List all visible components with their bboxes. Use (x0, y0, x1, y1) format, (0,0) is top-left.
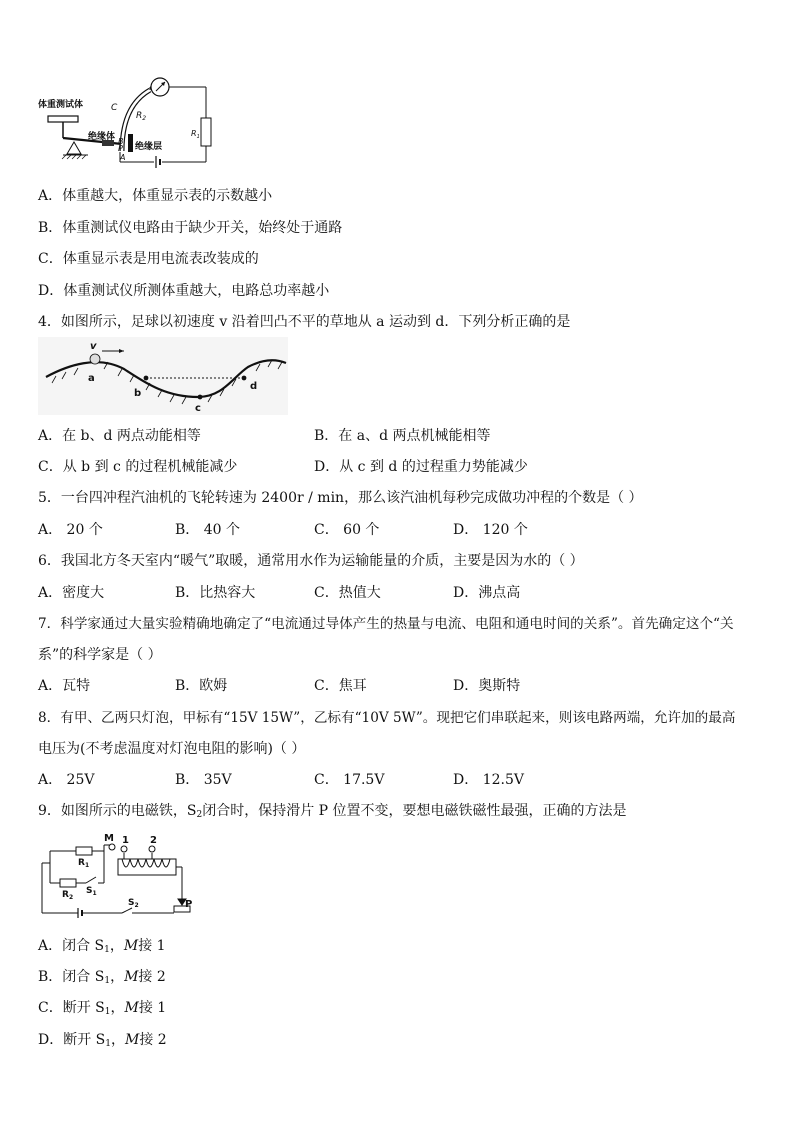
weight-tester-figure (38, 76, 218, 172)
q8-option-a[interactable]: A． 25V (38, 772, 95, 788)
q5-option-d[interactable]: D． 120 个 (453, 522, 528, 538)
label-a: a (88, 373, 95, 384)
q6-stem: 6．我国北方冬天室内“暖气”取暖，通常用水作为运输能量的介质，主要是因为水的（ ） (38, 553, 584, 569)
q5-option-a[interactable]: A． 20 个 (38, 522, 103, 538)
q9-stem: 9．如图所示的电磁铁，$S_2$闭合时，保持滑片 P 位置不变，要想电磁铁磁性最强，正确的方法是 (38, 803, 627, 820)
q3-option-d[interactable]: D．体重测试仪所测体重越大，电路总功率越小 (38, 283, 330, 299)
q6-option-d[interactable]: D．沸点高 (453, 585, 521, 601)
q5-stem: 5．一台四冲程汽油机的飞轮转速为 2400r / min，那么该汽油机每秒完成做功冲程的个数是（ ） (38, 490, 643, 506)
q7-option-a[interactable]: A．瓦特 (38, 678, 91, 694)
label-r2: $R_2$ (62, 890, 74, 901)
q6-option-b[interactable]: B．比热容大 (175, 585, 256, 601)
q8-option-d[interactable]: D． 12.5V (453, 772, 524, 788)
football (90, 354, 100, 364)
q6-option-a[interactable]: A．密度大 (38, 585, 105, 601)
label-a: A (120, 153, 126, 162)
q6-option-c[interactable]: C．热值大 (314, 585, 381, 601)
q7-option-c[interactable]: C．焦耳 (314, 678, 367, 694)
q7-stem-line2: 系”的科学家是（ ） (38, 647, 162, 663)
football-terrain-diagram (38, 337, 288, 415)
switch-s2 (122, 908, 132, 913)
label-r2: $R_2$ (136, 111, 147, 122)
q4-option-d[interactable]: D．从 c 到 d 的过程重力势能减少 (314, 459, 528, 475)
q4-option-c[interactable]: C．从 b 到 c 的过程机械能减少 (38, 459, 238, 475)
q9-option-b[interactable]: B．闭合 $S_1$，M接 2 (38, 969, 166, 986)
q7-stem-line1: 7．科学家通过大量实验精确地确定了“电流通过导体产生的热量与电流、电阻和通电时间的关系”。首先确定这个“关 (38, 616, 734, 632)
label-b: B (118, 137, 124, 146)
label-s1: $S_1$ (86, 886, 97, 897)
q3-option-c[interactable]: C．体重显示表是用电流表改装成的 (38, 251, 259, 267)
label-p: P (185, 899, 193, 910)
insulating-layer-label: 绝缘层 (135, 142, 163, 152)
label-s2: $S_2$ (128, 898, 139, 909)
label-p: P (118, 144, 123, 153)
weight-tester-diagram (38, 76, 218, 172)
label-r1: $R_1$ (191, 129, 200, 140)
label-2: 2 (150, 835, 157, 846)
q9-option-c[interactable]: C．断开 $S_1$，M接 1 (38, 1000, 167, 1017)
label-m: M (104, 833, 114, 844)
label-r1: $R_1$ (78, 858, 90, 869)
q8-option-c[interactable]: C． 17.5V (314, 772, 385, 788)
q4-stem: 4．如图所示，足球以初速度 v 沿着凹凸不平的草地从 a 运动到 d．下列分析正确的是 (38, 314, 571, 330)
electromagnet-figure (38, 831, 198, 921)
q9-option-d[interactable]: D．断开 $S_1$，M接 2 (38, 1032, 167, 1049)
q7-option-d[interactable]: D．奥斯特 (453, 678, 521, 694)
q5-option-c[interactable]: C． 60 个 (314, 522, 380, 538)
insulating-layer (128, 134, 133, 152)
label-b: b (134, 388, 142, 399)
q4-option-b[interactable]: B．在 a、d 两点机械能相等 (314, 428, 491, 444)
q9-option-a[interactable]: A．闭合 $S_1$，M接 1 (38, 938, 166, 955)
football-figure (38, 337, 288, 415)
electromagnet-circuit-diagram (38, 831, 198, 921)
q3-option-b[interactable]: B．体重测试仪电路由于缺少开关，始终处于通路 (38, 220, 343, 236)
label-c: C (111, 103, 118, 113)
q8-stem-line2: 电压为(不考虑温度对灯泡电阻的影响)（ ） (38, 741, 306, 757)
tester-label: 体重测试体 (38, 100, 84, 110)
q3-option-a[interactable]: A．体重越大，体重显示表的示数越小 (38, 188, 273, 204)
label-1: 1 (122, 835, 129, 846)
q8-option-b[interactable]: B． 35V (175, 772, 232, 788)
label-d: d (250, 381, 258, 392)
q7-option-b[interactable]: B．欧姆 (175, 678, 228, 694)
label-c: c (195, 403, 201, 414)
q4-option-a[interactable]: A．在 b、d 两点动能相等 (38, 428, 201, 444)
q5-option-b[interactable]: B． 40 个 (175, 522, 241, 538)
insulator-label: 绝缘体 (88, 132, 116, 142)
q8-stem-line1: 8．有甲、乙两只灯泡，甲标有“15V 15W”，乙标有“10V 5W”。现把它们串联起来，则该电路两端，允许加的最高 (38, 710, 736, 726)
label-v: v (90, 341, 97, 352)
resistor-r1 (201, 118, 211, 146)
tester-platform (48, 116, 78, 122)
